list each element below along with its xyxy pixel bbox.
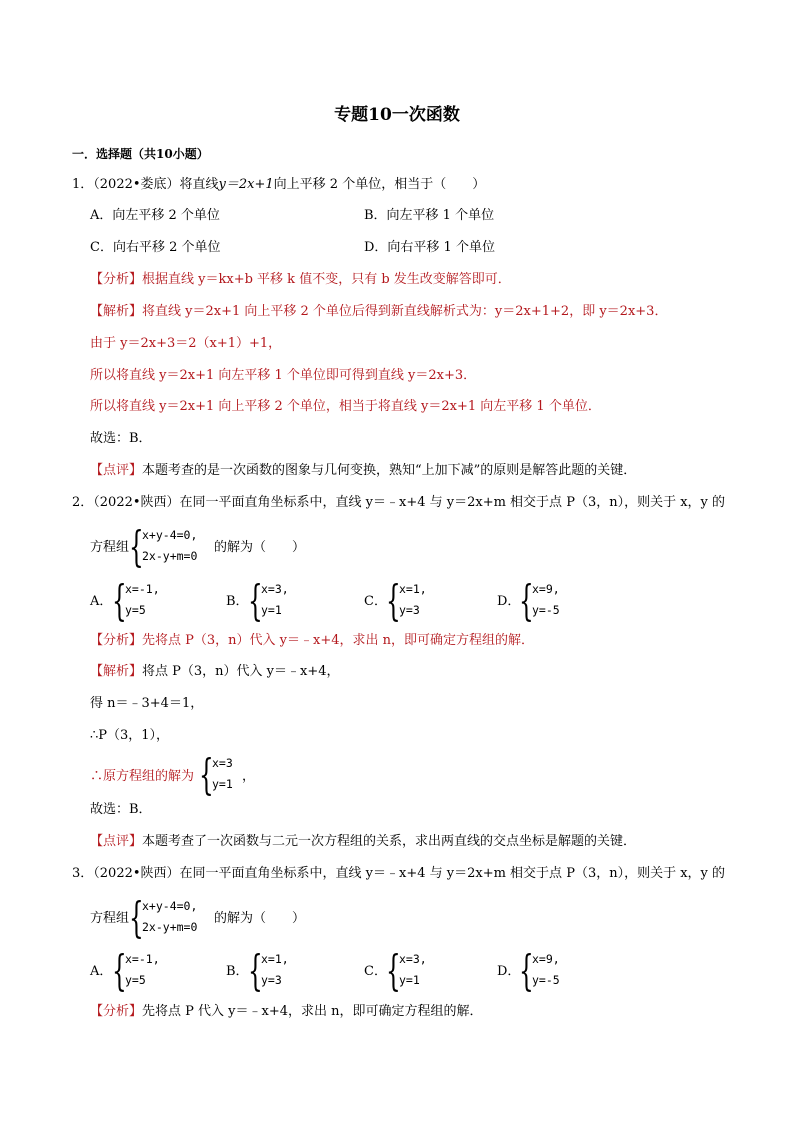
q2-option-b-label[interactable]: B． <box>226 594 249 609</box>
q2-option-a-line2: y=5 <box>125 603 146 617</box>
q1-option-a[interactable]: A．向左平移 2 个单位 <box>90 208 220 223</box>
q2-analysis <box>90 632 534 650</box>
q1-analysis-text: 根据直线 y＝kx+b 平移 k 值不变，只有 b 发生改变解答即可． <box>142 272 511 287</box>
q2-system-line2: 2x-y+m=0 <box>142 549 198 563</box>
q3-option-d-label[interactable]: D． <box>497 964 521 979</box>
q2-option-b-line2: y=1 <box>261 603 282 617</box>
q2-solution-text: 将点 P（3，n）代入 y＝﹣x+4， <box>142 664 340 679</box>
q3-analysis-text: 先将点 P 代入 y＝﹣x+4，求出 n，即可确定方程组的解． <box>142 1004 483 1019</box>
q2-analysis-text: 先将点 P（3，n）代入 y＝﹣x+4，求出 n，即可确定方程组的解． <box>142 633 535 648</box>
q2-stem: 2．（2022•陕西）在同一平面直角坐标系中，直线 y＝﹣x+4 与 y＝2x+m 相交于点 P（3，n），则关于 x，y 的 <box>72 495 726 510</box>
q1-solution <box>90 303 667 321</box>
q2-option-d-line2: y=-5 <box>532 603 560 617</box>
q2-option-c-line2: y=3 <box>399 603 420 617</box>
left-brace-icon: { <box>519 946 534 995</box>
q2-solution-tag: 【解析】 <box>90 664 143 679</box>
section-heading: 一．选择题（共10小题） <box>72 147 209 161</box>
q2-solution-system-line2: y=1 <box>212 777 233 791</box>
q2-option-a-line1: x=-1, <box>125 582 160 596</box>
q3-system-line1: x+y-4=0, <box>142 899 198 913</box>
q3-option-c-line2: y=1 <box>399 973 420 987</box>
q1-solution-line3: 所以将直线 y＝2x+1 向左平移 1 个单位即可得到直线 y＝2x+3． <box>90 368 477 383</box>
q2-analysis-tag: 【分析】 <box>90 633 143 648</box>
q2-option-d-label[interactable]: D． <box>497 594 521 609</box>
q2-option-a-label[interactable]: A． <box>90 594 113 609</box>
q2-comment-text: 本题考查了一次函数与二元一次方程组的关系，求出两直线的交点坐标是解题的关键． <box>142 834 637 849</box>
q1-solution-line2: 由于 y＝2x+3＝2（x+1）+1， <box>90 336 282 351</box>
q2-stem2-suffix: 的解为（ ） <box>214 540 306 555</box>
left-brace-icon: { <box>199 750 214 799</box>
q1-stem-suffix: 向上平移 2 个单位，相当于（ ） <box>273 177 486 192</box>
left-brace-icon: { <box>112 946 127 995</box>
q3-option-a-line2: y=5 <box>125 973 146 987</box>
q2-solution-line4-suffix: ， <box>242 769 256 784</box>
q2-stem2-prefix: 方程组 <box>90 540 130 555</box>
q3-stem2-suffix: 的解为（ ） <box>214 911 306 926</box>
q3-option-b-label[interactable]: B． <box>226 964 249 979</box>
left-brace-icon: { <box>112 576 127 625</box>
left-brace-icon: { <box>129 522 144 571</box>
q1-option-c[interactable]: C．向右平移 2 个单位 <box>90 240 221 255</box>
q3-option-a-label[interactable]: A． <box>90 964 113 979</box>
q1-option-b[interactable]: B．向左平移 1 个单位 <box>364 208 495 223</box>
q1-solution-text: 将直线 y＝2x+1 向上平移 2 个单位后得到新直线解析式为：y＝2x+1+2，即 y＝2x+3． <box>142 304 668 319</box>
q1-comment <box>90 462 636 480</box>
q2-comment <box>90 833 636 851</box>
q2-system-line1: x+y-4=0, <box>142 528 198 542</box>
q2-option-d-line1: x=9, <box>532 582 560 596</box>
q2-solution-line3: ∴P（3，1）， <box>90 728 170 743</box>
q3-stem: 3．（2022•陕西）在同一平面直角坐标系中，直线 y＝﹣x+4 与 y＝2x+m 相交于点 P（3，n），则关于 x，y 的 <box>72 866 726 881</box>
q2-solution <box>90 663 340 681</box>
q2-solution-system-line1: x=3 <box>212 756 233 770</box>
q3-option-b-line2: y=3 <box>261 973 282 987</box>
q3-system-line2: 2x-y+m=0 <box>142 920 198 934</box>
q3-option-c-line1: x=3, <box>399 952 427 966</box>
left-brace-icon: { <box>248 946 263 995</box>
q1-solution-tag: 【解析】 <box>90 304 143 319</box>
q1-solution-line4: 所以将直线 y＝2x+1 向上平移 2 个单位，相当于将直线 y＝2x+1 向左平移 1 个单位． <box>90 399 601 414</box>
q3-option-d-line1: x=9, <box>532 952 560 966</box>
left-brace-icon: { <box>248 576 263 625</box>
q3-option-a-line1: x=-1, <box>125 952 160 966</box>
q2-solution-line2: 得 n＝﹣3+4＝1， <box>90 696 204 711</box>
q3-option-b-line1: x=1, <box>261 952 289 966</box>
q2-option-b-line1: x=3, <box>261 582 289 596</box>
q3-option-c-label[interactable]: C． <box>364 964 387 979</box>
q2-option-c-label[interactable]: C． <box>364 594 387 609</box>
left-brace-icon: { <box>129 893 144 942</box>
left-brace-icon: { <box>386 576 401 625</box>
q1-stem-prefix: 1．（2022•娄底）将直线 <box>72 177 219 192</box>
q1-option-d[interactable]: D．向右平移 1 个单位 <box>364 240 495 255</box>
q1-analysis-tag: 【分析】 <box>90 272 143 287</box>
left-brace-icon: { <box>386 946 401 995</box>
q1-stem-equation: y＝2x+1 <box>218 177 274 192</box>
q2-option-c-line1: x=1, <box>399 582 427 596</box>
page-title: 专题10一次函数 <box>334 105 460 125</box>
q2-solution-line4-prefix: ∴原方程组的解为 <box>90 769 195 784</box>
q3-option-d-line2: y=-5 <box>532 973 560 987</box>
q2-comment-tag: 【点评】 <box>90 834 143 849</box>
q1-answer: 故选：B． <box>90 431 152 446</box>
q3-stem2-prefix: 方程组 <box>90 911 130 926</box>
left-brace-icon: { <box>519 576 534 625</box>
q2-answer: 故选：B． <box>90 802 152 817</box>
q1-analysis <box>90 271 511 289</box>
q1-stem <box>72 176 485 194</box>
q3-analysis-tag: 【分析】 <box>90 1004 143 1019</box>
q1-comment-tag: 【点评】 <box>90 463 143 478</box>
q1-comment-text: 本题考查的是一次函数的图象与几何变换，熟知“上加下减”的原则是解答此题的关键． <box>142 463 637 478</box>
q3-analysis <box>90 1003 483 1021</box>
